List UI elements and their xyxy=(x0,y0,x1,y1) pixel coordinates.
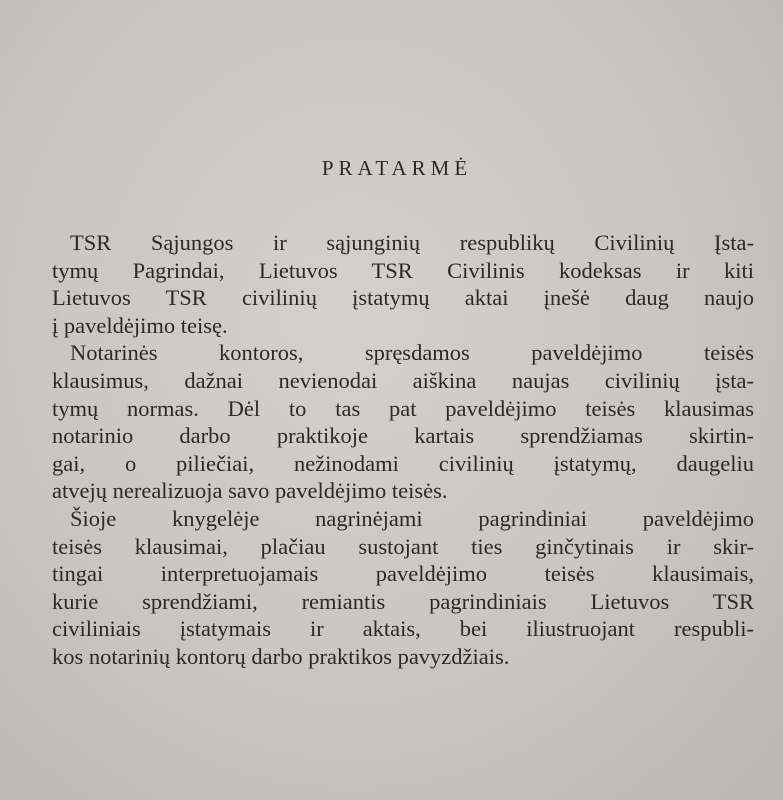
text-line: kurie sprendžiami, remiantis pagrindiniais Lietuvos TSR xyxy=(52,588,754,614)
text-line: atvejų nerealizuoja savo paveldėjimo teisės. xyxy=(52,478,448,504)
page-title: PRATARMĖ xyxy=(321,156,473,180)
text-line: Notarinės kontoros, spręsdamos paveldėjimo teisės xyxy=(70,340,754,366)
text-line: Šioje knygelėje nagrinėjami pagrindiniai paveldėjimo xyxy=(70,505,754,531)
text-line: notarinio darbo praktikoje kartais sprendžiamas skirtin- xyxy=(52,423,754,449)
text-line: į paveldėjimo teisę. xyxy=(52,312,228,338)
text-line: Lietuvos TSR civilinių įstatymų aktai įnešė daug naujo xyxy=(52,285,754,311)
text-line: kos notarinių kontorų darbo praktikos pavyzdžiais. xyxy=(52,643,510,669)
text-line: klausimus, dažnai nevienodai aiškina naujas civilinių įsta- xyxy=(52,367,754,393)
text-line: teisės klausimai, plačiau sustojant ties ginčytinais ir skir- xyxy=(52,533,754,559)
text-line: civiliniais įstatymais ir aktais, bei iliustruojant respubli- xyxy=(52,616,754,642)
text-line: TSR Sąjungos ir sąjunginių respublikų Civilinių Įsta- xyxy=(70,230,754,255)
preface-text xyxy=(52,229,754,671)
text-line: tingai interpretuojamais paveldėjimo teisės klausimais, xyxy=(52,561,754,587)
text-line: gai, o piliečiai, nežinodami civilinių įstatymų, daugeliu xyxy=(52,450,754,476)
text-line: tymų Pagrindai, Lietuvos TSR Civilinis kodeksas ir kiti xyxy=(52,257,754,283)
text-line: tymų normas. Dėl to tas pat paveldėjimo teisės klausimas xyxy=(52,395,754,421)
